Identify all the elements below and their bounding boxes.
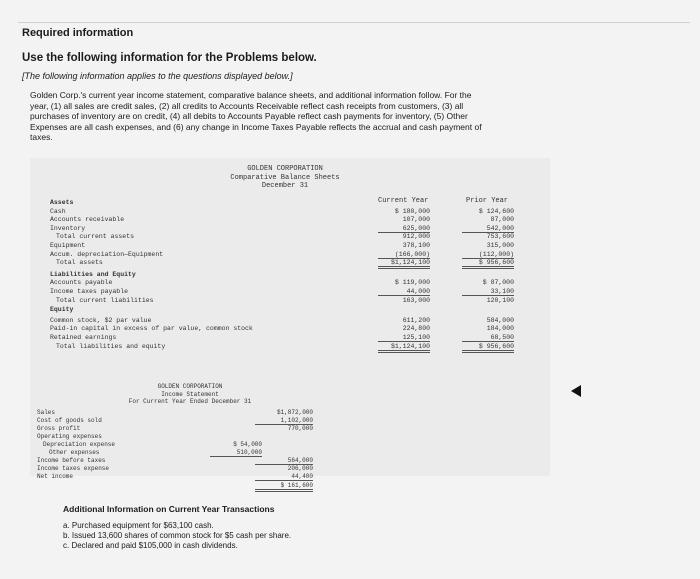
bs-prior-value: 753,600 bbox=[486, 233, 514, 241]
mouse-cursor-icon bbox=[571, 385, 581, 397]
bs-prior-value: $ 124,600 bbox=[478, 207, 514, 215]
bs-title: Comparative Balance Sheets bbox=[230, 173, 340, 182]
bs-row-label: Total liabilities and equity bbox=[56, 342, 166, 350]
is-sales-label: Sales bbox=[37, 409, 56, 416]
is-opex-total: 564,000 bbox=[255, 457, 313, 465]
bs-row-label: Cash bbox=[50, 207, 66, 215]
intro-line: Golden Corp.'s current year income statement, comparative balance sheets, and additional information follow. For the bbox=[30, 90, 472, 100]
bs-row-label: Paid-in capital in excess of par value, common stock bbox=[50, 325, 253, 333]
bs-prior-value: 68,500 bbox=[462, 334, 514, 342]
bs-date: December 31 bbox=[261, 182, 309, 190]
bs-current-value: 912,000 bbox=[402, 233, 430, 241]
bs-prior-value: 584,000 bbox=[486, 316, 514, 324]
bs-row-label: Liabilities and Equity bbox=[50, 270, 136, 278]
bs-current-value: 107,000 bbox=[402, 216, 430, 224]
bs-current-value: (166,000) bbox=[378, 251, 430, 259]
intro-line: year, (1) all sales are credit sales, (2) all credits to Accounts Receivable reflect cash receipts from customers, (3) all bbox=[30, 100, 464, 111]
bs-row-label: Retained earnings bbox=[50, 334, 117, 341]
bs-row-label: Income taxes payable bbox=[50, 288, 129, 295]
bs-row-label: Assets bbox=[50, 199, 74, 206]
bs-row-label: Common stock, $2 par value bbox=[50, 316, 152, 324]
bs-current-value: 163,000 bbox=[402, 296, 430, 304]
applies-note: [The following information applies to the questions displayed below.] bbox=[22, 71, 293, 81]
is-dep-label: Depreciation expense bbox=[43, 441, 116, 448]
is-gross-label: Gross profit bbox=[37, 425, 81, 432]
bs-current-value: $1,124,100 bbox=[378, 259, 430, 269]
bs-prior-value: 87,000 bbox=[490, 216, 514, 224]
is-opex-label: Operating expenses bbox=[37, 433, 102, 440]
is-company: GOLDEN CORPORATION bbox=[157, 383, 223, 390]
additional-info-title: Additional Information on Current Year Transactions bbox=[63, 504, 275, 514]
additional-item: b. Issued 13,600 shares of common stock for $5 cash per share. bbox=[63, 531, 292, 540]
intro-line: Expenses are all cash expenses, and (6) any change in Income Taxes Payable reflects the accrual and cash payment of bbox=[30, 121, 482, 132]
bs-current-value: 625,000 bbox=[378, 225, 430, 233]
bs-row-label: Accounts receivable bbox=[50, 216, 125, 224]
header-divider bbox=[18, 22, 690, 23]
is-ni-label: Net income bbox=[37, 473, 74, 480]
is-cogs: 1,102,000 bbox=[255, 417, 313, 425]
col-prior-year: Prior Year bbox=[466, 197, 509, 205]
income-statement bbox=[30, 376, 313, 500]
balance-sheet-title bbox=[210, 165, 360, 191]
bs-prior-value: (112,000) bbox=[462, 251, 514, 259]
additional-item: c. Declared and paid $105,000 in cash dividends. bbox=[63, 541, 238, 550]
is-tax-label: Income taxes expense bbox=[37, 465, 110, 472]
bs-row-label: Total assets bbox=[56, 259, 103, 267]
bs-prior-value: 542,000 bbox=[462, 225, 514, 233]
bs-current-value: $ 180,000 bbox=[394, 207, 430, 215]
bs-current-value: 224,800 bbox=[402, 325, 430, 333]
required-info-heading: Required information bbox=[22, 27, 134, 39]
financial-statements-scan bbox=[30, 158, 550, 489]
bs-prior-value: $ 956,600 bbox=[462, 343, 514, 353]
bs-row-label: Accum. depreciation—Equipment bbox=[50, 250, 164, 258]
bs-current-value: 611,200 bbox=[402, 316, 430, 324]
bs-row-label: Total current liabilities bbox=[56, 296, 154, 304]
is-other: 510,000 bbox=[210, 449, 262, 457]
col-current-year: Current Year bbox=[378, 197, 429, 205]
is-net-income: $ 161,600 bbox=[255, 482, 313, 492]
is-dep: $ 54,000 bbox=[233, 441, 262, 448]
bs-current-value: $ 119,000 bbox=[394, 279, 430, 287]
is-tax: 44,400 bbox=[255, 473, 313, 481]
is-ibt: 206,000 bbox=[287, 465, 313, 472]
is-period: For Current Year Ended December 31 bbox=[128, 398, 252, 405]
bs-current-value: $1,124,100 bbox=[378, 343, 430, 353]
bs-current-value: 44,000 bbox=[378, 288, 430, 296]
intro-paragraph bbox=[30, 90, 560, 143]
is-ibt-label: Income before taxes bbox=[37, 457, 106, 464]
is-sales: $1,872,000 bbox=[276, 409, 313, 416]
bs-prior-value: $ 87,000 bbox=[482, 279, 514, 287]
bs-row-label: Total current assets bbox=[56, 233, 135, 241]
bs-row-label: Equipment bbox=[50, 242, 86, 249]
bs-prior-value: 184,000 bbox=[486, 325, 514, 333]
bs-prior-value: 33,100 bbox=[462, 288, 514, 296]
is-title-text: Income Statement bbox=[161, 390, 219, 398]
bs-prior-value: 120,100 bbox=[486, 296, 514, 304]
is-title bbox=[100, 383, 280, 406]
bs-company: GOLDEN CORPORATION bbox=[247, 165, 323, 173]
bs-current-value: 125,100 bbox=[378, 334, 430, 342]
is-gross: 770,000 bbox=[287, 425, 313, 432]
intro-line: taxes. bbox=[30, 132, 53, 142]
bs-row-label: Equity bbox=[50, 306, 74, 314]
is-other-label: Other expenses bbox=[49, 449, 100, 456]
bs-current-value: 378,100 bbox=[402, 242, 430, 249]
instructions-heading: Use the following information for the Problems below. bbox=[22, 52, 317, 64]
bs-prior-value: $ 956,600 bbox=[462, 259, 514, 269]
additional-item: a. Purchased equipment for $63,100 cash. bbox=[63, 521, 214, 530]
bs-prior-value: 315,000 bbox=[486, 242, 514, 249]
bs-row-label: Accounts payable bbox=[50, 279, 113, 287]
bs-row-label: Inventory bbox=[50, 224, 86, 232]
intro-line: purchases of inventory are on credit, (4) all debits to Accounts Payable reflect cash payments for inventory, (5) Other bbox=[30, 111, 468, 121]
is-cogs-label: Cost of goods sold bbox=[37, 417, 102, 424]
